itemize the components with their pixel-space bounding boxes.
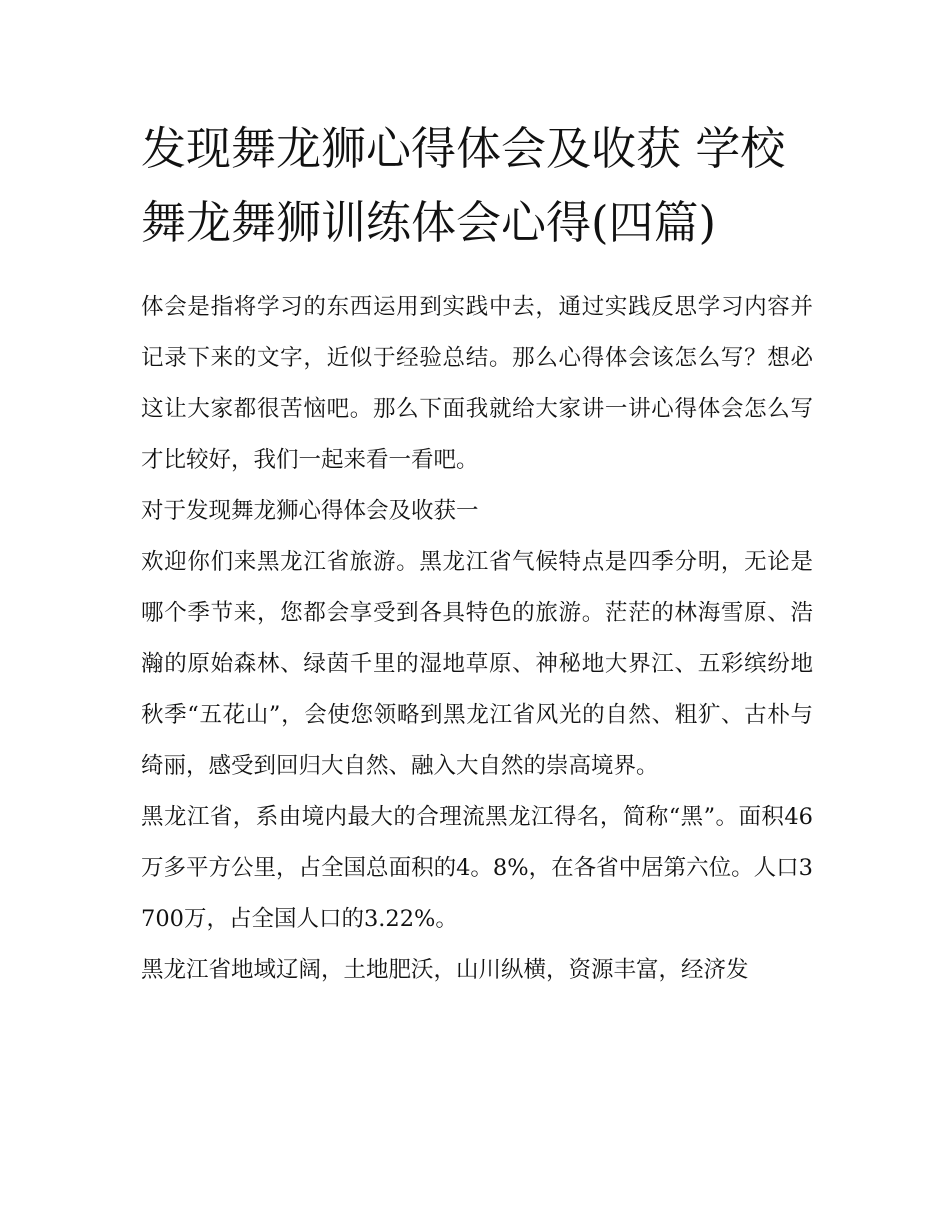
- intro-paragraph: 体会是指将学习的东西运用到实践中去，通过实践反思学习内容并记录下来的文字，近似于经验总结。那么心得体会该怎么写？想必这让大家都很苦恼吧。那么下面我就给大家讲一讲心得体会怎么写才比较好，我们一起来看一看吧。: [141, 294, 813, 473]
- body-paragraph-3: 黑龙江省地域辽阔，土地肥沃，山川纵横，资源丰富，经济发: [141, 957, 749, 983]
- document-title: 发现舞龙狮心得体会及收获 学校舞龙舞狮训练体会心得(四篇): [141, 122, 786, 249]
- body-paragraph-1: 欢迎你们来黑龙江省旅游。黑龙江省气候特点是四季分明，无论是哪个季节来，您都会享受到各具特色的旅游。茫茫的林海雪原、浩瀚的原始森林、绿茵千里的湿地草原、神秘地大界江、五彩缤纷地秋季“五花山”，会使您领略到黑龙江省风光的自然、粗犷、古朴与绮丽，感受到回归大自然、融入大自然的崇高境界。: [141, 549, 813, 779]
- body-paragraph-2: 黑龙江省，系由境内最大的合理流黑龙江得名，简称“黑”。面积46万多平方公里，占全国总面积的4。8%，在各省中居第六位。人口3700万，占全国人口的3.22%。: [141, 804, 813, 932]
- document-page: [141, 112, 813, 996]
- section-heading: 对于发现舞龙狮心得体会及收获一: [141, 498, 479, 524]
